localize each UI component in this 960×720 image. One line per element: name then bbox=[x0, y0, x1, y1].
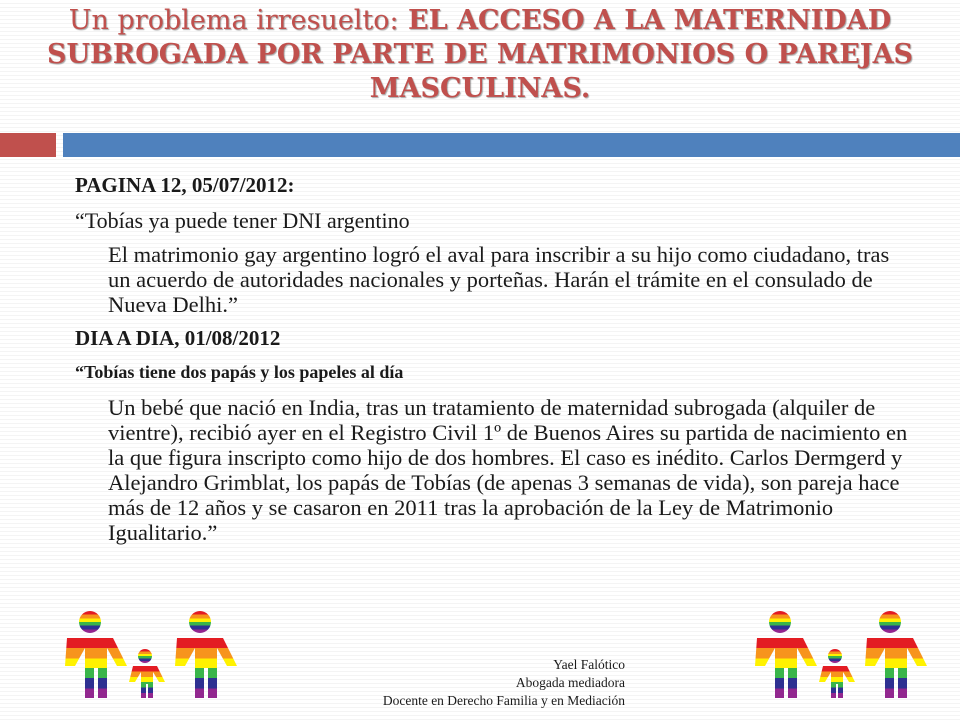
article-2-body: Un bebé que nació en India, tras un tratamiento de maternidad subrogada (alquiler de vientre), recibió ayer en el Registro Civil 1º de Buenos Aires su partida de nacimiento en la que figura inscripto como hijo de dos hombres. El caso es inédito. Carlos Dermgerd y Alejandro Grimblat, los papás de Tobías (de apenas 3 semanas de vida), son pareja hace más de 12 años y se casaron en 2011 tras la aprobación de la Ley de Matrimonio Igualitario.” bbox=[108, 395, 908, 545]
article-2-heading: DIA A DIA, 01/08/2012 bbox=[75, 326, 281, 350]
rainbow-family-icon-right bbox=[735, 608, 940, 700]
article-1-body: El matrimonio gay argentino logró el aval para inscribir a su hijo como ciudadano, tras un acuerdo de autoridades nacionales y porteñas. Harán el trámite en el consulado de Nueva Delhi.” bbox=[108, 242, 890, 317]
author-role: Abogada mediadora bbox=[515, 675, 625, 690]
author-position: Docente en Derecho Familia y en Mediación bbox=[382, 693, 625, 708]
slide-title-main: EL ACCESO A LA MATERNIDAD SUBROGADA POR PARTE DE MATRIMONIOS O PAREJAS MASCULINAS. bbox=[46, 5, 914, 104]
accent-bar-blue bbox=[63, 133, 960, 157]
accent-bar-red bbox=[0, 133, 56, 157]
author-name: Yael Falótico bbox=[553, 657, 625, 672]
article-1-quote-title: “Tobías ya puede tener DNI argentino bbox=[75, 208, 410, 233]
slide-content bbox=[75, 172, 915, 553]
rainbow-family-icon-left bbox=[45, 608, 250, 700]
slide-title-prefix: Un problema irresuelto: bbox=[68, 5, 399, 36]
article-1-heading: PAGINA 12, 05/07/2012: bbox=[75, 173, 295, 197]
article-2-quote-title: “Tobías tiene dos papás y los papeles al día bbox=[75, 362, 404, 382]
slide-title bbox=[0, 4, 960, 106]
author-block bbox=[383, 656, 625, 710]
